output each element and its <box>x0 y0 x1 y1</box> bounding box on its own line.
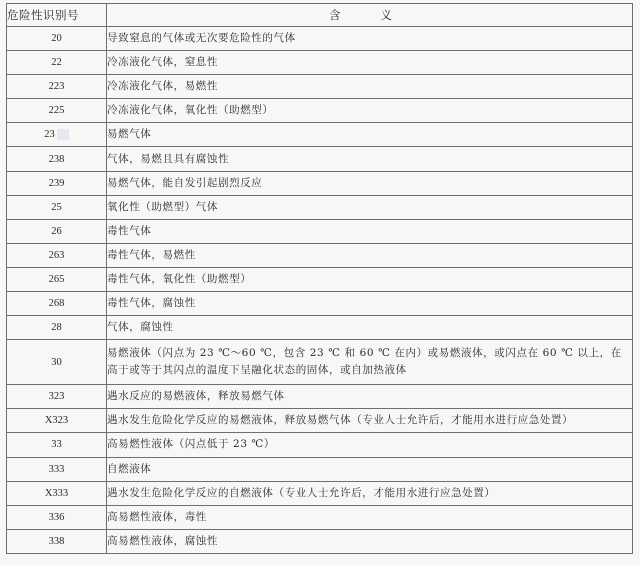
hazard-meaning: 冷冻液化气体，氧化性（助燃型） <box>107 99 633 123</box>
table-row <box>7 529 633 553</box>
hazard-meaning: 气体，易燃且具有腐蚀性 <box>107 147 633 171</box>
scan-smudge <box>57 129 69 140</box>
table-row <box>7 219 633 243</box>
table-row <box>7 123 633 147</box>
hazard-code: 225 <box>7 99 107 123</box>
hazard-meaning: 高易燃性液体（闪点低于 23 ℃） <box>107 433 633 457</box>
hazard-code: 333 <box>7 457 107 481</box>
hazard-meaning: 易燃气体 <box>107 123 633 147</box>
table-row <box>7 433 633 457</box>
hazard-code: 263 <box>7 243 107 267</box>
hazard-meaning: 遇水发生危险化学反应的自燃液体（专业人士允许后，才能用水进行应急处置） <box>107 481 633 505</box>
hazard-meaning: 易燃气体，能自发引起剧烈反应 <box>107 171 633 195</box>
table-row <box>7 147 633 171</box>
hazard-code: 22 <box>7 51 107 75</box>
hazard-code-table <box>6 3 633 554</box>
table-row <box>7 457 633 481</box>
hazard-meaning: 冷冻液化气体，窒息性 <box>107 51 633 75</box>
hazard-code: X333 <box>7 481 107 505</box>
hazard-code: 265 <box>7 267 107 291</box>
table-row <box>7 243 633 267</box>
hazard-meaning: 毒性气体，易燃性 <box>107 243 633 267</box>
table-row <box>7 99 633 123</box>
hazard-code: X323 <box>7 409 107 433</box>
table-row <box>7 51 633 75</box>
hazard-meaning: 自燃液体 <box>107 457 633 481</box>
hazard-code: 238 <box>7 147 107 171</box>
hazard-code <box>7 123 107 147</box>
hazard-code-text: 23 <box>44 129 55 141</box>
table-row <box>7 385 633 409</box>
hazard-code: 26 <box>7 219 107 243</box>
table-row <box>7 267 633 291</box>
table-header-row <box>7 4 633 27</box>
hazard-meaning: 毒性气体，氧化性（助燃型） <box>107 267 633 291</box>
table-row <box>7 340 633 385</box>
hazard-code: 20 <box>7 27 107 51</box>
table-row <box>7 481 633 505</box>
hazard-meaning: 毒性气体 <box>107 219 633 243</box>
table-row <box>7 195 633 219</box>
hazard-meaning: 遇水发生危险化学反应的易燃液体，释放易燃气体（专业人士允许后，才能用水进行应急处置） <box>107 409 633 433</box>
hazard-code: 223 <box>7 75 107 99</box>
header-meaning: 含 义 <box>107 4 633 27</box>
table-row <box>7 409 633 433</box>
table-row <box>7 292 633 316</box>
hazard-code: 336 <box>7 505 107 529</box>
hazard-meaning: 毒性气体，腐蚀性 <box>107 292 633 316</box>
hazard-code: 25 <box>7 195 107 219</box>
hazard-code: 30 <box>7 340 107 385</box>
hazard-meaning: 高易燃性液体，毒性 <box>107 505 633 529</box>
hazard-meaning: 冷冻液化气体，易燃性 <box>107 75 633 99</box>
hazard-code: 28 <box>7 316 107 340</box>
table-row <box>7 316 633 340</box>
table-row <box>7 171 633 195</box>
hazard-meaning: 遇水反应的易燃液体，释放易燃气体 <box>107 385 633 409</box>
table-row <box>7 27 633 51</box>
hazard-meaning: 易燃液体（闪点为 23 ℃～60 ℃，包含 23 ℃ 和 60 ℃ 在内）或易燃液体，或闪点在 60 ℃ 以上，在高于或等于其闪点的温度下呈融化状态的固体，或自加热液体 <box>107 340 633 385</box>
table-row <box>7 75 633 99</box>
hazard-code: 239 <box>7 171 107 195</box>
hazard-meaning: 氧化性（助燃型）气体 <box>107 195 633 219</box>
hazard-meaning: 高易燃性液体，腐蚀性 <box>107 529 633 553</box>
hazard-meaning: 气体，腐蚀性 <box>107 316 633 340</box>
hazard-meaning: 导致窒息的气体或无次要危险性的气体 <box>107 27 633 51</box>
header-code: 危险性识别号 <box>7 4 107 27</box>
hazard-code: 268 <box>7 292 107 316</box>
table-row <box>7 505 633 529</box>
hazard-code: 338 <box>7 529 107 553</box>
hazard-code: 323 <box>7 385 107 409</box>
hazard-code: 33 <box>7 433 107 457</box>
